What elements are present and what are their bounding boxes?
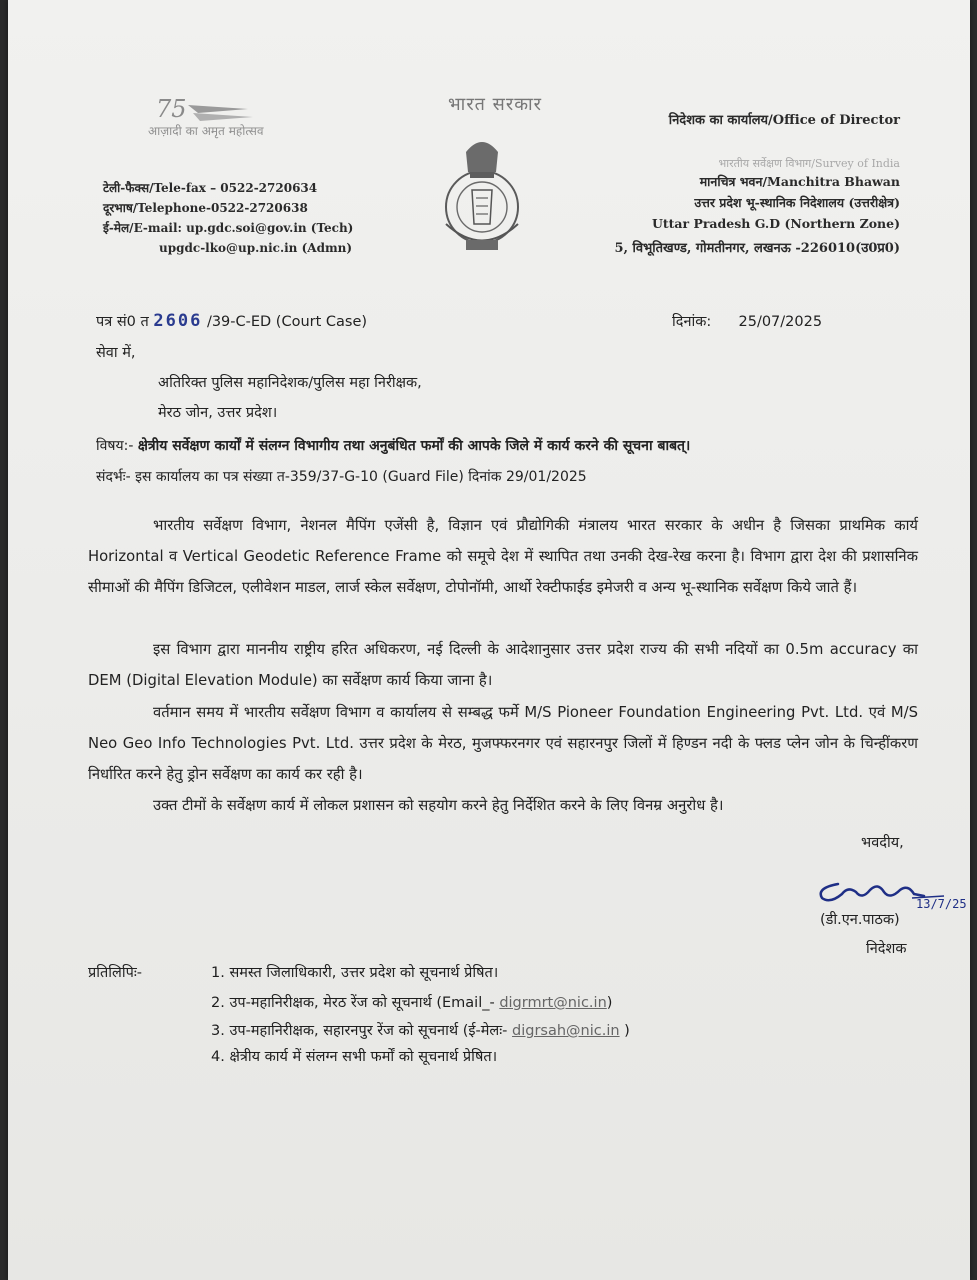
svg-text:75: 75 xyxy=(156,95,187,123)
body-paragraph-2: इस विभाग द्वारा माननीय राष्ट्रीय हरित अधिकरण, नई दिल्ली के आदेशानुसार उत्तर प्रदेश राज्य की सभी नदियों का 0.5m accuracy का DEM (Digital Elevation Module) का सर्वेक्षण कार्य किया जाना है। xyxy=(88,641,918,689)
office-title: निदेशक का कार्यालय/Office of Director xyxy=(668,113,900,128)
office-address: 5, विभूतिखण्ड, गोमतीनगर, लखनऊ -226010(उ0प्र0) xyxy=(614,241,900,256)
reference-subject-line xyxy=(96,467,916,486)
directorate-hi: उत्तर प्रदेश भू-स्थानिक निदेशालय (उत्तरीक्षेत्र) xyxy=(694,195,900,210)
copy-item: 4. क्षेत्रीय कार्य में संलग्न सभी फर्मों को सूचनार्थ प्रेषित। xyxy=(211,1049,498,1065)
recipient-line-1: अतिरिक्त पुलिस महानिदेशक/पुलिस महा निरीक्षक, xyxy=(158,375,422,391)
telephone: दूरभाष/Telephone-0522-2720638 xyxy=(103,201,308,215)
letter-page xyxy=(8,0,970,1280)
svg-text:13/7/25: 13/7/25 xyxy=(916,897,967,911)
email-tech: ई-मेल/E-mail: up.gdc.soi@gov.in (Tech) xyxy=(103,221,354,235)
closing: भवदीय, xyxy=(861,835,904,851)
copy-item: 1. समस्त जिलाधिकारी, उत्तर प्रदेश को सूचनार्थ प्रेषित। xyxy=(211,965,499,981)
copy-label: प्रतिलिपिः- xyxy=(88,965,143,981)
directorate-en: Uttar Pradesh G.D (Northern Zone) xyxy=(651,216,900,231)
subject-text: क्षेत्रीय सर्वेक्षण कार्यों में संलग्न विभागीय तथा अनुबंधित फर्मों की आपके जिले में कार्य करने की सूचना बाबत्। xyxy=(137,438,691,454)
telefax: टेली-फैक्स/Tele-fax – 0522-2720634 xyxy=(103,181,318,195)
reference-text: इस कार्यालय का पत्र संख्या त-359/37-G-10 (Guard File) दिनांक 29/01/2025 xyxy=(135,469,587,485)
to-label: सेवा में, xyxy=(96,345,136,361)
signature-icon xyxy=(808,866,967,912)
survey-line: भारतीय सर्वेक्षण विभाग/Survey of India xyxy=(718,157,900,170)
ref-prefix: पत्र सं0 त xyxy=(96,314,149,330)
date-line xyxy=(672,311,822,331)
bhawan: मानचित्र भवन/Manchitra Bhawan xyxy=(699,174,900,189)
state-emblem-icon xyxy=(436,132,528,257)
ref-suffix: /39-C-ED (Court Case) xyxy=(206,314,368,330)
govt-heading: भारत सरकार xyxy=(448,94,543,115)
subject-line xyxy=(96,436,916,455)
subject-label: विषय:- xyxy=(96,438,134,454)
azadi-logo-icon xyxy=(138,95,308,155)
reference-label: संदर्भः- xyxy=(96,469,131,485)
letter-date: 25/07/2025 xyxy=(738,314,823,330)
contact-block xyxy=(103,178,353,258)
recipient-line-2: मेरठ जोन, उत्तर प्रदेश। xyxy=(158,405,278,421)
office-address-block xyxy=(614,110,900,256)
svg-text:आज़ादी का अमृत महोत्सव: आज़ादी का अमृत महोत्सव xyxy=(148,124,264,138)
reference-line xyxy=(96,311,367,331)
copy-item: 2. उप-महानिरीक्षक, मेरठ रेंज को सूचनार्थ (Email_- digrmrt@nic.in) xyxy=(211,995,613,1011)
body-paragraph-3: वर्तमान समय में भारतीय सर्वेक्षण विभाग व कार्यालय से सम्बद्ध फर्मे M/S Pioneer Foundation Engineering Pvt. Ltd. एवं M/S Neo Geo Info Technologies Pvt. Ltd. उत्तर प्रदेश के मेरठ, मुजफ्फरनगर एवं सहारनपुर जिलों में हिण्डन नदी के फ्लड प्लेन जोन के चिन्हींकरण निर्धारित करने हेतु ड्रोन सर्वेक्षण का कार्य कर रही है। xyxy=(88,704,918,783)
body-paragraph-4: उक्त टीमों के सर्वेक्षण कार्य में लोकल प्रशासन को सहयोग करने हेतु निर्देशित करने के लिए विनम्र अनुरोध है। xyxy=(153,797,724,814)
email-link[interactable]: digrsah@nic.in xyxy=(512,1023,620,1039)
email-link[interactable]: digrmrt@nic.in xyxy=(499,995,607,1011)
email-admn: upgdc-lko@up.nic.in (Admn) xyxy=(159,241,353,255)
date-label: दिनांक: xyxy=(672,314,712,330)
signatory-name: (डी.एन.पाठक) xyxy=(820,912,900,928)
copy-item: 3. उप-महानिरीक्षक, सहारनपुर रेंज को सूचनार्थ (ई-मेलः- digrsah@nic.in ) xyxy=(211,1023,630,1039)
signatory-title: निदेशक xyxy=(866,941,907,957)
body-paragraph-1: भारतीय सर्वेक्षण विभाग, नेशनल मैपिंग एजेंसी है, विज्ञान एवं प्रौद्योगिकी मंत्रालय भारत सरकार के अधीन है जिसका प्राथमिक कार्य Horizontal व Vertical Geodetic Reference Frame को समूचे देश में स्थापित तथा उनकी देख-रेख करना है। विभाग द्वारा देश की प्रशासनिक सीमाओं की मैपिंग डिजिटल, एलीवेशन माडल, लार्ज स्केल सर्वेक्षण, टोपोनॉमी, आर्थो रेक्टीफाईड इमेजरी व अन्य भू-स्थानिक सर्वेक्षण किये जाते हैं। xyxy=(88,517,918,596)
ref-number: 2606 xyxy=(153,311,203,331)
